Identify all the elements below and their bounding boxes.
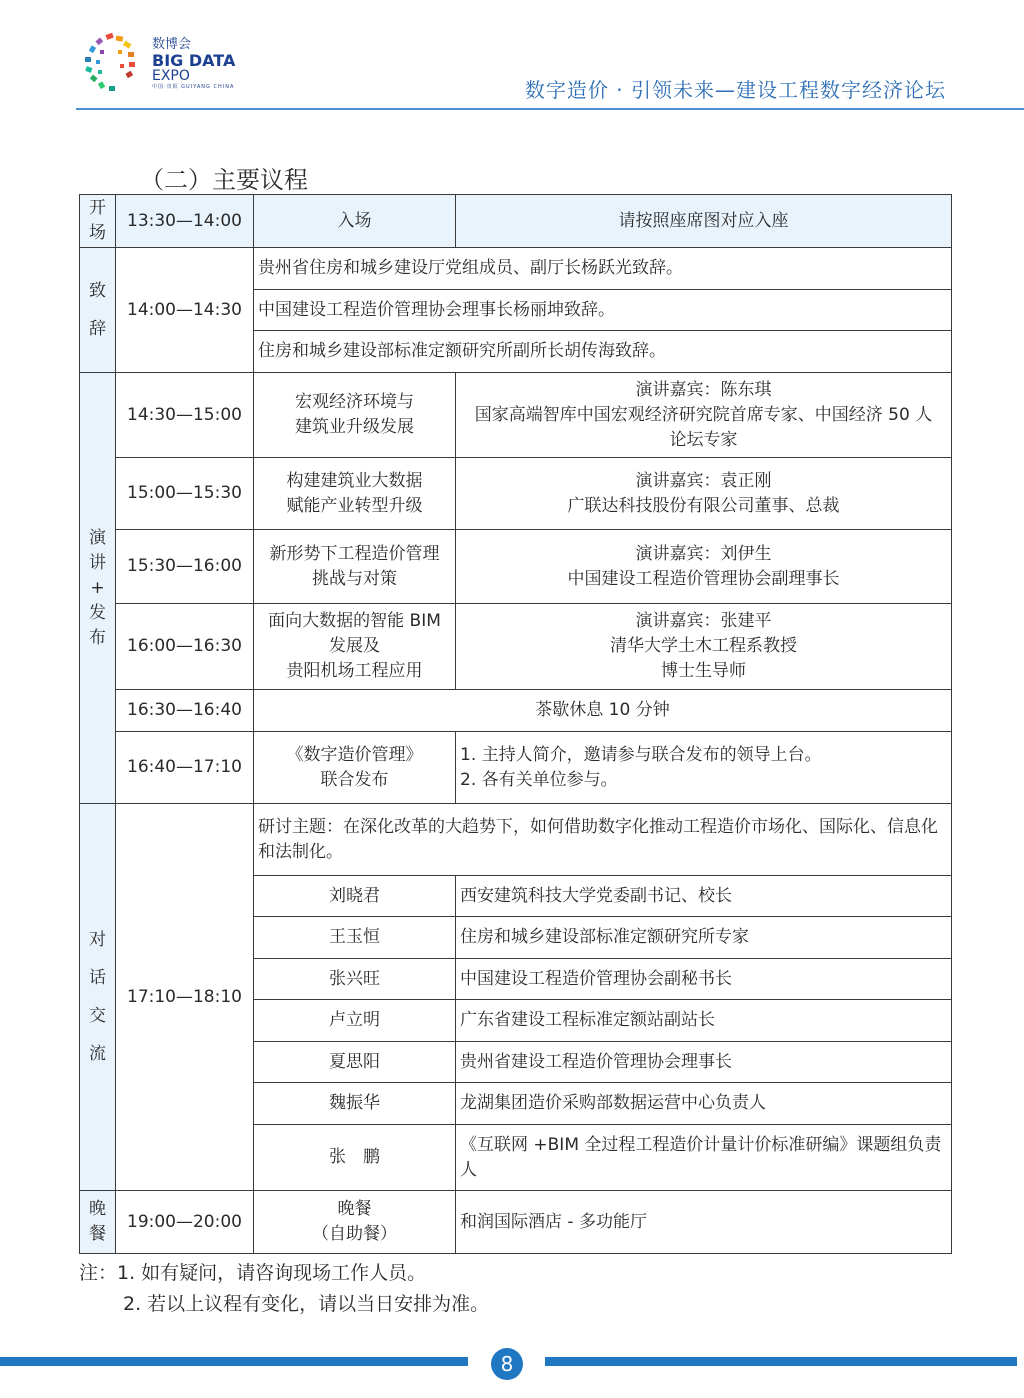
category-char: 布 [89,627,106,648]
time-cell: 16:30—16:40 [116,690,254,732]
logo-line3: 中国·贵阳 GUIYANG CHINA [152,84,235,90]
topic-line: 贵阳机场工程应用 [286,661,423,681]
footer-bar-right [545,1357,1017,1366]
logo-cn: 数博会 [152,37,192,52]
speaker-title-line: 论坛专家 [669,429,738,450]
topic-line: 宏观经济环境与 [295,392,414,412]
panelist-name: 魏振华 [254,1083,456,1125]
speaker-title-line: 广联达科技股份有限公司董事、总裁 [567,495,840,516]
topic-line: 晚餐 [337,1199,372,1219]
category-address [80,248,116,373]
speaker-title-line: 清华大学土木工程系教授 [610,636,797,656]
agenda-row-talk [80,604,952,690]
time-cell: 15:00—15:30 [116,458,254,530]
panelist-name: 刘晓君 [254,876,456,917]
category-char: + [90,577,105,598]
topic-cell [254,458,456,530]
category-dinner [80,1191,116,1254]
category-char: 流 [89,1044,106,1064]
category-char: 对 [89,930,106,950]
logo-mark-icon [76,30,146,100]
agenda-row-talk [80,530,952,604]
detail-cell [456,732,952,804]
topic-line: 联合发布 [320,769,389,790]
time-cell: 19:00—20:00 [116,1191,254,1254]
panelist-title: 西安建筑科技大学党委副书记、校长 [456,876,952,917]
forum-title: 数字造价 · 引领未来—建设工程数字经济论坛 [524,78,946,102]
big-data-expo-logo [76,30,246,104]
topic-cell [254,1191,456,1254]
agenda-row-release [80,732,952,804]
agenda-row-open [80,195,952,248]
topic-cell [254,604,456,690]
topic-cell [254,732,456,804]
topic-line: 建筑业升级发展 [295,417,414,437]
speaker-line: 演讲嘉宾：刘伊生 [635,543,772,564]
detail-cell: 请按照座席图对应入座 [456,195,952,248]
address-item: 中国建设工程造价管理协会理事长杨丽坤致辞。 [254,290,952,331]
note-2: 2. 若以上议程有变化，请以当日安排为准。 [123,1293,490,1315]
panelist-title: 广东省建设工程标准定额站副站长 [456,1000,952,1042]
topic-line: 新形势下工程造价管理 [269,543,440,564]
topic-line: （自助餐） [312,1224,397,1244]
category-talks [80,373,116,804]
time-cell: 17:10—18:10 [116,804,254,1191]
page-number: 8 [491,1348,523,1380]
agenda-row-talk [80,373,952,458]
category-char: 交 [89,1006,106,1026]
category-char: 话 [89,968,106,988]
break-cell: 茶歇休息 10 分钟 [254,690,952,732]
agenda-row-dinner [80,1191,952,1254]
agenda-row-break [80,690,952,732]
category-char: 发 [89,602,106,623]
release-step: 2. 各有关单位参与。 [460,769,618,790]
detail-cell [456,373,952,458]
category-char: 晚 [89,1199,106,1219]
topic-cell [254,530,456,604]
time-cell: 14:00—14:30 [116,248,254,373]
panelist-name: 张 鹏 [254,1125,456,1191]
address-item: 住房和城乡建设部标准定额研究所副所长胡传海致辞。 [254,331,952,373]
category-char: 演 [89,527,106,548]
speaker-title-line: 博士生导师 [661,661,746,681]
category-char: 开 [89,198,106,218]
agenda-row-talk [80,458,952,530]
agenda-row-address [80,248,952,290]
topic-line: 赋能产业转型升级 [286,495,423,516]
speaker-line: 演讲嘉宾：陈东琪 [635,379,772,400]
category-char: 讲 [89,552,106,573]
header-divider [76,108,1024,110]
agenda-table [79,194,952,1254]
time-cell: 16:00—16:30 [116,604,254,690]
address-item: 贵州省住房和城乡建设厅党组成员、副厅长杨跃光致辞。 [254,248,952,290]
category-open [80,195,116,248]
footer-bar-left [0,1357,468,1366]
category-char: 餐 [89,1224,106,1244]
time-cell: 13:30—14:00 [116,195,254,248]
detail-cell [456,530,952,604]
panelist-name: 夏思阳 [254,1042,456,1083]
category-dialogue [80,804,116,1191]
panelist-name: 卢立明 [254,1000,456,1042]
panelist-name: 王玉恒 [254,917,456,959]
logo-line1: BIG DATA [152,51,236,70]
release-step: 1. 主持人简介，邀请参与联合发布的领导上台。 [460,744,822,765]
panelist-title: 龙湖集团造价采购部数据运营中心负责人 [456,1083,952,1125]
topic-line: 发展及 [329,636,380,656]
panelist-title: 贵州省建设工程造价管理协会理事长 [456,1042,952,1083]
speaker-title-line: 中国建设工程造价管理协会副理事长 [567,568,840,589]
panelist-name: 张兴旺 [254,959,456,1000]
note-1: 注：1. 如有疑问，请咨询现场工作人员。 [79,1262,427,1284]
page-header [0,0,1024,112]
time-cell: 14:30—15:00 [116,373,254,458]
logo-line2: EXPO [152,68,190,84]
category-char: 场 [89,223,106,243]
topic-line: 《数字造价管理》 [286,744,423,765]
topic-line: 面向大数据的智能 BIM [268,611,441,631]
detail-cell: 和润国际酒店 - 多功能厅 [456,1191,952,1254]
topic-line: 构建建筑业大数据 [286,470,423,491]
notes [79,1258,489,1320]
agenda-row-dialogue-theme [80,804,952,876]
detail-cell [456,458,952,530]
dialogue-theme: 研讨主题：在深化改革的大趋势下，如何借助数字化推动工程造价市场化、国际化、信息化和法制化。 [254,804,952,876]
panelist-title: 住房和城乡建设部标准定额研究所专家 [456,917,952,959]
category-char: 致 [89,281,106,301]
section-title: （二）主要议程 [140,166,308,194]
speaker-title-line: 国家高端智库中国宏观经济研究院首席专家、中国经济 50 人 [474,404,933,425]
logo-text [152,38,235,91]
speaker-line: 演讲嘉宾：张建平 [635,611,772,631]
time-cell: 15:30—16:00 [116,530,254,604]
category-char: 辞 [89,319,106,339]
panelist-title: 《互联网 +BIM 全过程工程造价计量计价标准研编》课题组负责人 [456,1125,952,1191]
topic-cell [254,373,456,458]
panelist-title: 中国建设工程造价管理协会副秘书长 [456,959,952,1000]
topic-cell: 入场 [254,195,456,248]
detail-cell [456,604,952,690]
time-cell: 16:40—17:10 [116,732,254,804]
topic-line: 挑战与对策 [312,568,397,589]
speaker-line: 演讲嘉宾：袁正刚 [635,470,772,491]
